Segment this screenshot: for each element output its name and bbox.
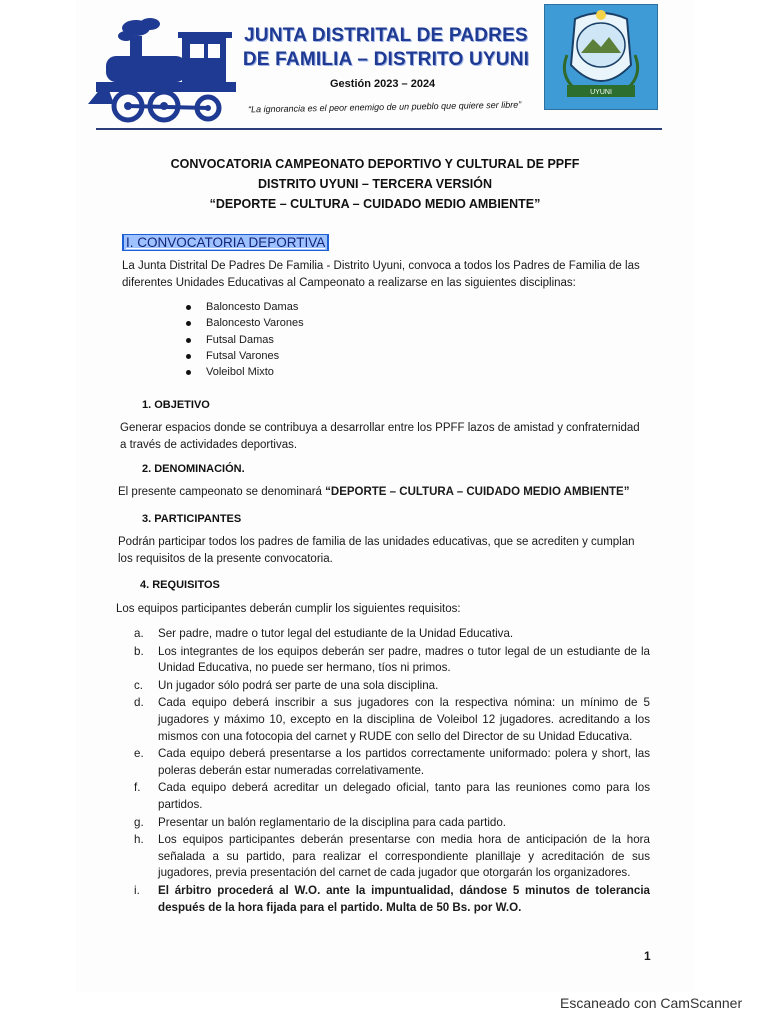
section-heading-text: I. CONVOCATORIA DEPORTIVA: [126, 235, 326, 250]
title-line3: “DEPORTE – CULTURA – CUIDADO MEDIO AMBIENTE”: [209, 197, 541, 211]
denominacion-text-name: “DEPORTE – CULTURA – CUIDADO MEDIO AMBIENTE”: [325, 486, 630, 498]
list-item: [134, 883, 650, 916]
document-title: [140, 154, 610, 214]
requisitos-intro: Los equipos participantes deberán cumplir los siguientes requisitos:: [116, 603, 461, 615]
list-item-text: Cada equipo deberá presentarse a los partidos correctamente uniformado: polera y short, las poleras deberán estar numeradas correlativamente.: [158, 747, 650, 777]
title-line1: CONVOCATORIA CAMPEONATO DEPORTIVO Y CULTURAL DE PPFF: [170, 157, 580, 171]
title-line2: DISTRITO UYUNI – TERCERA VERSIÓN: [257, 177, 493, 191]
objetivo-text: Generar espacios donde se contribuya a desarrollar entre los PPFF lazos de amistad y confraternidad a través de actividades deportivas.: [120, 422, 640, 451]
list-item-letter: a.: [134, 627, 144, 640]
list-item: Voleibol Mixto: [186, 364, 304, 380]
motto: “La ignorancia es el peor enemigo de un pueblo que quiere ser libre”: [247, 99, 522, 115]
denominacion-text-prefix: El presente campeonato se denominará: [118, 486, 326, 498]
gestion-period: Gestión 2023 – 2024: [330, 78, 436, 90]
section-title-denominacion: 2. DENOMINACIÓN.: [142, 463, 245, 475]
list-item: [134, 626, 650, 643]
scanner-watermark: Escaneado con CamScanner: [560, 995, 743, 1011]
denominacion-text: [118, 484, 648, 501]
list-item-letter: f.: [134, 781, 141, 795]
list-item: Baloncesto Damas: [186, 299, 304, 315]
list-item: Futsal Damas: [186, 332, 304, 348]
list-item-letter: d.: [134, 696, 144, 710]
list-item: Futsal Varones: [186, 348, 304, 364]
list-item-letter: e.: [134, 747, 144, 761]
list-item-letter: g.: [134, 815, 144, 829]
list-item-text: Cada equipo deberá inscribir a sus jugadores con la respectiva nómina: un mínimo de 5 jugadores y máximo 10, excepto en la disciplina de Voleibol 12 jugadores. acreditando a los mismos con una fotocopia del carnet y RUDE con sello del Director de su Unidad Educativa.: [158, 696, 650, 743]
organization-title-line1: JUNTA DISTRITAL DE PADRES: [244, 25, 528, 46]
emblem-band-text: UYUNI: [590, 89, 612, 96]
list-item: [134, 832, 650, 882]
list-item-letter: b.: [134, 644, 144, 658]
intro-paragraph: La Junta Distrital De Padres De Familia - Distrito Uyuni, convoca a todos los Padres de Familia de las diferentes Unidades Educativas al Campeonato a realizarse en las siguientes disciplinas:: [122, 260, 640, 289]
section-title-objetivo: 1. OBJETIVO: [142, 399, 210, 411]
organization-title: [236, 24, 536, 72]
list-item-text: Los equipos participantes deberán presentarse con media hora de anticipación de la hora señalada a su partido, para realizar el correspondiente planillaje y acreditación de sus jugadores, previa presentación del carnet de cada jugador que otorgarán los organizadores.: [158, 833, 650, 880]
disciplines-list: [186, 299, 304, 380]
list-item: [134, 815, 650, 832]
train-logo-icon: [86, 14, 244, 126]
list-item-text: Cada equipo deberá acreditar un delegado oficial, tanto para las reuniones como para los partidos.: [158, 781, 650, 811]
list-item: [134, 678, 650, 695]
list-item: [134, 780, 650, 813]
header-divider: [96, 128, 662, 130]
page-number: 1: [644, 949, 651, 963]
list-item-text: Presentar un balón reglamentario de la disciplina para cada partido.: [158, 815, 507, 829]
section-title-participantes: 3. PARTICIPANTES: [142, 513, 242, 525]
list-item: [134, 695, 650, 745]
organization-title-line2: DE FAMILIA – DISTRITO UYUNI: [242, 49, 530, 70]
coat-of-arms-icon: [544, 4, 658, 110]
list-item-text: Un jugador sólo podrá ser parte de una sola disciplina.: [158, 678, 439, 692]
participantes-text: Podrán participar todos los padres de familia de las unidades educativas, que se acrediten y cumplan los requisitos de la presente convocatoria.: [118, 536, 635, 565]
list-item-text: Ser padre, madre o tutor legal del estudiante de la Unidad Educativa.: [158, 627, 514, 640]
list-item-letter: c.: [134, 678, 144, 692]
list-item-text: Los integrantes de los equipos deberán ser padre, madres o tutor legal de un estudiante de la Unidad Educativa, no puede ser hermano, tíos ni primos.: [158, 644, 650, 675]
section-heading-convocatoria: [122, 234, 329, 251]
list-item-letter: i.: [134, 883, 140, 897]
section-title-requisitos: 4. REQUISITOS: [140, 579, 220, 591]
list-item-text: El árbitro procederá al W.O. ante la impuntualidad, dándose 5 minutos de tolerancia después de la hora fijada para el partido. Multa de 50 Bs. por W.O.: [158, 883, 650, 914]
list-item: [134, 644, 650, 677]
list-item-letter: h.: [134, 833, 144, 847]
requirements-list: [134, 626, 650, 917]
list-item: Baloncesto Varones: [186, 315, 304, 331]
list-item: [134, 746, 650, 779]
